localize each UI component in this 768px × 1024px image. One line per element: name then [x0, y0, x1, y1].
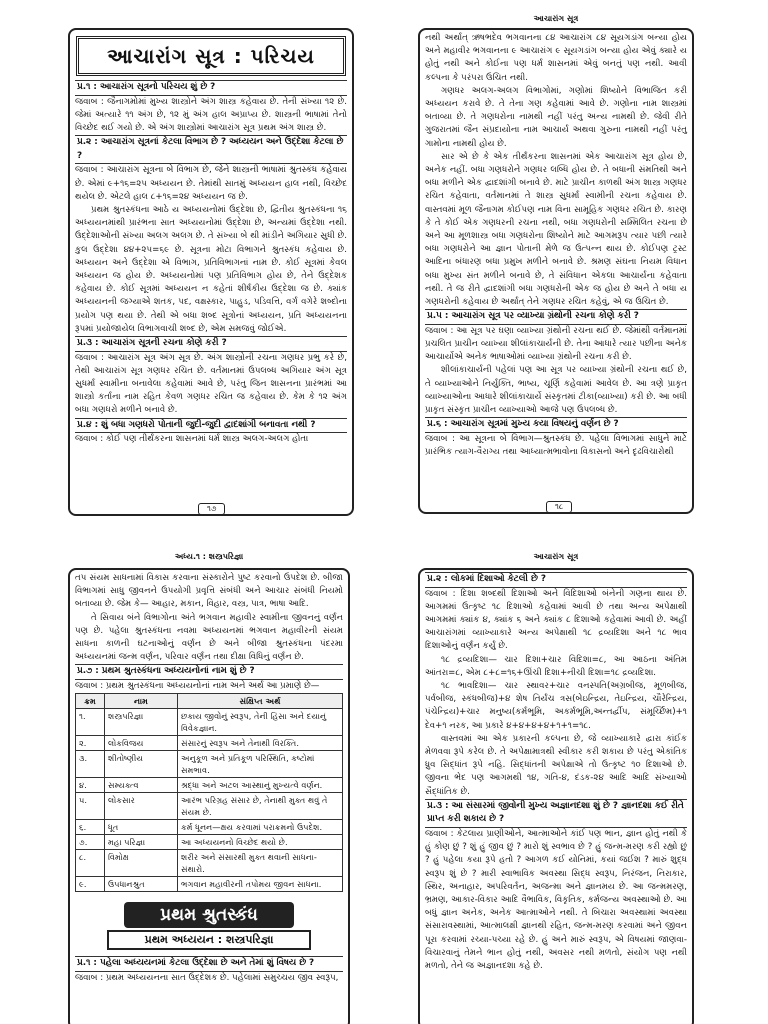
- question-4: પ્ર.૪ : શું બધા ગણધરો પોતાની જુદી-જુદી દ્વાદશાંગી બનાવતા નથી ?: [75, 418, 347, 434]
- answer-directions: જવાબ : દિશા શબ્દથી દિશાઓ અને વિદિશાઓ બંનેની ગણના થાય છે. આગમમાં ઉત્કૃષ્ટ ૧૮ દિશાઓ કહેવામાં આવી છે તથા અન્ય અપેક્ષાથી આગમમાં ક્યાંક ૪, ક્યાંક ૬ અને ક્યાંક ૮ દિશાઓ કહેવામાં આવી છે. અહીં આચારાંગમાં વ્યાખ્યાકારે અન્ય અપેક્ષાથી ૧૮ દ્રવ્યદિશા અને ૧૮ ભાવ દિશાઓનું વર્ણન કર્યું છે.: [425, 588, 687, 652]
- bhav-disha: ૧૮ ભાવદિશા— ચાર સ્થાવર+ચાર વનસ્પતિ(અગ્રબીજ, મૂળબીજ, પર્વબીજ, સ્કંધબીજ)+૪ શેષ તિર્યંચ ત્રસ(બેઇન્દ્રિય, તેઇન્દ્રિય, ચૌરેન્દ્રિય, પંચેન્દ્રિય)+ચાર મનુષ્ય(કર્મભૂમિ, અકર્મભૂમિ,અન્તર્દ્વીપ, સંમૂર્ચ્છિમ)+૧ દેવ+૧ નરક, આ પ્રકારે ૪+૪+૪+૪+૧+૧=૧૮.: [425, 681, 687, 731]
- answer-7: જવાબ : પ્રથમ શ્રુતસ્કંધના અધ્યયનોનાં નામ અને અર્થ આ પ્રમાણે છે—: [75, 681, 320, 692]
- question-7: પ્ર.૭ : પ્રથમ શ્રુતસ્કંધના અધ્યયનોનાં નામ શું છે ?: [75, 664, 343, 680]
- chapter-meaning: કર્મ ધૂનન—ક્ષય કરવામાં પરાક્રમનો ઉપદેશ.: [178, 820, 343, 835]
- chapter-subtitle: પ્રથમ અધ્યયન : શસ્ત્રપરિજ્ઞા: [107, 930, 311, 950]
- chapter-name: શસ્ત્રપરિજ્ઞા: [105, 709, 178, 736]
- chapter-meaning: અનુકૂળ અને પ્રતિકૂળ પરિસ્થિતિ, કષ્ટોમાં સમભાવ.: [178, 751, 343, 778]
- chapter-name: વિમોક્ષ: [105, 850, 178, 877]
- chapter-name: સમ્યક્ત્વ: [105, 778, 178, 793]
- question-2: પ્ર.૨ : આચારાંગ સૂત્રનાં કેટલા વિભાગ છે ? અધ્યયન અને ઉદ્દેશા કેટલા છે ?: [75, 135, 347, 164]
- page-frame: [418, 28, 694, 514]
- chapter-meaning: છકાય જીવોનું સ્વરૂપ, તેની હિંસા અને દયાનું વિવેકજ્ઞાન.: [178, 709, 343, 736]
- paragraph-2: ગણધર અલગ-અલગ વિભાગોમાં, ગણોમાં શિષ્યોને વિભાજિત કરી અધ્યયન કરાવે છે. તે તેના ગણ કહેવામાં આવે છે. ગણોના નામ શાસ્ત્રમાં બતાવ્યા છે. તે ગણધરોના નામથી નહીં પરંતુ અન્ય નામથી છે. જેવી રીતે ગુજરાતમાં જૈન સંપ્રદાયોના નામ આચાર્ય અથવા ગુરુના નામથી નહીં પરંતુ ગામોના નામથી હોય છે.: [425, 85, 687, 149]
- table-row: [76, 751, 343, 778]
- running-header: આચારાંગ સૂત્ર: [533, 552, 579, 561]
- section-title: પ્રથમ શ્રુતસ્કંધ: [124, 902, 294, 928]
- question-8: પ્ર.૧ : પહેલા અધ્યયનમાં કેટલા ઉદ્દેશા છે અને તેમાં શું વિષય છે ?: [75, 956, 343, 972]
- page-bottom-left: [68, 552, 350, 1024]
- chapter-name: લોકસાર: [105, 793, 178, 820]
- row-number: ૮.: [76, 850, 105, 877]
- question-3: પ્ર.૩ : આ સંસારમાં જીવોની મુખ્ય અજ્ઞાનદશા શું છે ? જ્ઞાનદશા કઈ રીતે પ્રાપ્ત કરી શકાય છે ?: [425, 799, 687, 828]
- chapter-name: ધૂત: [105, 820, 178, 835]
- paragraph-1: નથી અર્થાત્ ઋષભદેવ ભગવાનના ૮૪ આચારાંગ ૮૪ સૂયગડાંગ બન્યા હોય અને મહાવીર ભગવાનના ૯ આચારાંગ ૯ સૂયગડાંગ બન્યા હોય એવું ક્યારે ય હોતું નથી અને કોઈના પણ ધર્મ શાસનમાં એવું બનતું પણ નથી. આવી કલ્પના કે પરંપરા ઉચિત નથી.: [425, 33, 687, 83]
- answer-ignorance: જવાબ : કેટલાય પ્રાણીઓને, આત્માઓને કાંઈ પણ ભાન, જ્ઞાન હોતું નથી કે હું કોણ છું ? શું હું જીવ છું ? મારો શું સ્વભાવ છે ? હું જન્મ-મરણ કરી રહ્યો છું ? હું પહેલા કયા રૂપે હતો ? આગળ કઈ યોનિમાં, કયાં જઈશ ? મારું શુદ્ધ સ્વરૂપ શું છે ? મારી સ્વાભાવિક અવસ્થા સિદ્ધ સ્વરૂપ, નિરંજન, નિરાકાર, સ્થિર, અનાહાર, અપરિવર્તન, અજન્મા અને જ્ઞાનમય છે. આ જન્મમરણ, ભ્રમણ, આકાર-વિકાર આદિ વૈભાવિક, વિકૃતિક, કર્મજન્ય અવસ્થાઓ છે. આ બધું જ્ઞાન અનેક, અનેક આત્માઓને નથી. તે બિચારા અવસ્થામાં અવસ્થા સંસારાવસ્થામાં, આત્માલક્ષી જ્ઞાનથી રહિત, જન્મ-મરણ કરવામાં અને જીવન પૂરા કરવામાં રચ્યા-પચ્યા રહે છે. હું અને મારું સ્વરૂપ, એ વિષયમાં જાણવા-વિચારવાનું તેમને ભાન હોતું નથી, અવસર નથી મળતો, સંયોગ પણ નથી મળતો, તેને જ અજ્ઞાનદશા કહે છે.: [425, 829, 687, 972]
- row-number: ૬.: [76, 820, 105, 835]
- answer-5-continued: શીલાંકાચાર્યની પહેલાં પણ આ સૂત્ર પર વ્યાખ્યા ગ્રંથોની રચના થઈ છે, તે વ્યાખ્યાઓને નિર્યુક્તિ, ભાષ્ય, ચૂર્ણિ કહેવામાં આવેલ છે. આ ત્રણે પ્રાકૃત વ્યાખ્યાઓના આધારે શીલાંકાચાર્યે સંસ્કૃતમાં ટીકા(વ્યાખ્યા) કરી છે. આ બધી પ્રાકૃત સંસ્કૃત પ્રાચીન વ્યાખ્યાઓ આજે પણ ઉપલબ્ધ છે.: [425, 365, 687, 416]
- column-header: નામ: [105, 694, 178, 709]
- table-row: [76, 877, 343, 892]
- chapter-banner: આચારાંગ સૂત્ર : પરિચય: [76, 36, 346, 76]
- running-header: આચારાંગ સૂત્ર: [533, 14, 579, 23]
- directions-note: વાસ્તવમાં આ એક પ્રકારની કલ્પના છે, જે વ્યાખ્યાકારે દ્વારા કાંઈક મેળવવા રૂપે કરેલ છે. તે અપેક્ષામાત્રથી સ્વીકાર કરી શકાય છે પરંતુ એકાંતિક ધ્રુવ સિદ્ધાંત રૂપે નહિ. સિદ્ધાંતની અપેક્ષાએ તો ઉત્કૃષ્ટ ૧૦ દિશાઓ છે. જીવના ભેદ પણ આગમથી ૧૪, ગતિ-૪, દંડક-૨૪ આદિ આદિ સંખ્યાઓ સૈદ્ધાંતિક છે.: [425, 733, 687, 797]
- row-number: ૩.: [76, 751, 105, 778]
- answer-2-continued: પ્રથમ શ્રુતસ્કંધના આઠે ય અધ્યયનોમાં ઉદ્દેશા છે, દ્વિતીય શ્રુતસ્કંધના ૧૬ અધ્યયનમાંથી પ્રારંભના સાત અધ્યયનોમાં ઉદ્દેશા છે, અન્યમાં ઉદ્દેશા નથી. ઉદ્દેશાઓની સંખ્યા અલગ અલગ છે. તે સંખ્યા બે થી માંડીને અગિયાર સુધી છે. કુલ ઉદ્દેશા ૪૪+૨૫=૬૯ છે. સૂત્રના મોટા વિભાગને શ્રુતસ્કંધ કહેવાય છે. અધ્યયન અને ઉદ્દેશા એ વિભાગ, પ્રતિવિભાગનાં નામ છે. કોઈ સૂત્રમાં કેવલ અધ્યયન જ હોય છે. અધ્યયનોમાં પણ પ્રતિવિભાગ હોય છે, તેને ઉદ્દેશક કહેવાય છે. કોઈ સૂત્રમાં અધ્યયન ન કહેતાં શીર્ષકીય ઉદ્દેશા જ છે. ક્યાંક અધ્યયનની જગ્યાએ શતક, પદ, વક્ષસ્કાર, પાહુડ, પડિવત્તિ, વર્ગ વગેરે શબ્દોના પ્રયોગ પણ થયા છે. તેથી એ બધા શબ્દ સૂત્રોનાં અધ્યયન, પ્રતિ અધ્યયનના રૂપમાં પ્રયોજાયેલ વિભાગવાચી શબ્દ છે, એમ સમજવું જોઈએ.: [75, 205, 347, 334]
- answer-3: જવાબ : આચારાંગ સૂત્ર અંગ સૂત્ર છે. અંગ શાસ્ત્રોની રચના ગણધર પ્રભુ કરે છે, તેથી આચારાંગ સૂત્ર ગણધર રચિત છે. વર્તમાનમાં ઉપલબ્ધ અગિયાર અંગ સૂત્ર સુધર્મા સ્વામીના બનાવેલા કહેવામાં આવે છે, પરંતુ જિન શાસનના પ્રારંભમાં આ શાસ્ત્રો કર્તાના નામ રહિત કેવળ ગણધર રચિત જ કહેવાય છે. કેમ કે ૧૨ અંગ બધા ગણધરો મળીને બનાવે છે.: [75, 352, 347, 416]
- table-header-row: [76, 694, 343, 709]
- question-2: પ્ર.૨ : લોકમાં દિશાઓ કેટલી છે ?: [425, 572, 687, 588]
- answer-1: જવાબ : જૈનાગમોમાં મુખ્ય શાસ્ત્રોને અંગ શાસ્ત્ર કહેવાય છે. તેની સંખ્યા ૧૨ છે. જેમાં અત્યારે ૧૧ અંગ છે, ૧૨ મું અંગ હાલ અપ્રાપ્ય છે. શાસ્ત્રની ભાષામાં તેનો વિચ્છેદ થઈ ગયો છે. એ અંગ શાસ્ત્રોમાં આચારાંગ સૂત્ર પ્રથમ અંગ શાસ્ત્ર છે.: [75, 96, 347, 133]
- chapter-meaning: સંસારનું સ્વરૂપ અને તેનાથી વિરક્તિ.: [178, 736, 343, 751]
- answer-6: જવાબ : આ સૂત્રના બે વિભાગ—શ્રુતસ્કંધ છે. પહેલા વિભાગમાં સાધુને માટે પ્રારંભિક ત્યાગ-વૈરાગ્ય તથા આધ્યાત્મભાવોના વિકાસનો અને દૃઢવિચારોથી: [425, 433, 687, 458]
- row-number: ૫.: [76, 793, 105, 820]
- question-6: પ્ર.૬ : આચારાંગ સૂત્રમાં મુખ્ય કયા વિષયનું વર્ણન છે ?: [425, 417, 687, 433]
- table-row: [76, 778, 343, 793]
- page-frame: [68, 568, 350, 1024]
- page-number: ૧૮: [546, 501, 572, 513]
- question-1: પ્ર.૧ : આચારાંગ સૂત્રનો પરિચય શું છે ?: [75, 80, 347, 96]
- running-header: અધ્ય.૧ : શસ્ત્રપરિજ્ઞા: [174, 552, 244, 561]
- row-number: ૨.: [76, 736, 105, 751]
- chapter-name: લોકવિજય: [105, 736, 178, 751]
- question-3: પ્ર.૩ : આચારાંગ સૂત્રની રચના કોણે કરી ?: [75, 336, 347, 352]
- chapter-meaning: આરંભ પરિગ્રહ સંસાર છે, તેનાથી મુક્ત થવું તે સંયમ છે.: [178, 793, 343, 820]
- page-number: ૧૭: [198, 503, 225, 515]
- chapter-name: ઉપધાનશ્રુત: [105, 877, 178, 892]
- table-row: [76, 820, 343, 835]
- question-5: પ્ર.૫ : આચારાંગ સૂત્ર પર વ્યાખ્યા ગ્રંથોની રચના કોણે કરી ?: [425, 309, 687, 325]
- column-header: સંક્ષિપ્ત અર્થ: [178, 694, 343, 709]
- dravya-disha: ૧૮ દ્રવ્યદિશા— ચાર દિશા+ચાર વિદિશા=૮, આ આઠના અંતિમ આંતરા=૮, એમ ૮+૮=૧૬+ઊંચી દિશા+નીચી દિશા=૧૮ દ્રવ્યદિશા.: [425, 654, 687, 678]
- table-row: [76, 709, 343, 736]
- answer-5: જવાબ : આ સૂત્ર પર ઘણા વ્યાખ્યા ગ્રંથોની રચના થઈ છે. જેમાંથી વર્તમાનમાં પ્રચલિત પ્રાચીન વ્યાખ્યા શીલાંકાચાર્યની છે. તેના આધારે ત્યાર પછીના અનેક આચાર્યોએ અનેક ભાષાઓમાં વ્યાખ્યા ગ્રંથોની રચના કરી છે.: [425, 325, 687, 363]
- page-bottom-right: [418, 552, 694, 1024]
- answer-2: જવાબ : આચારાંગ સૂત્રના બે વિભાગ છે, જેને શાસ્ત્રની ભાષામાં શ્રુતસ્કંધ કહેવાય છે. એમાં ૯+૧૬=૨૫ અધ્યયન છે. તેમાંથી સાતમું અધ્યયન હાલ નથી, વિચ્છેદ થયેલ છે. એટલે હાલ ૮+૧૬=૨૪ અધ્યયન જ છે.: [75, 165, 347, 202]
- answer-8: જવાબ : પ્રથમ અધ્યયનના સાત ઉદ્દેશક છે. પહેલામાં સમુચ્ચય જીવ સ્વરૂપ,: [75, 972, 339, 983]
- table-row: [76, 835, 343, 850]
- answer-4: જવાબ : કોઈ પણ તીર્થંકરના શાસનમાં ધર્મ શાસ્ત્ર અલગ-અલગ હોતા: [75, 434, 309, 445]
- row-number: ૯.: [76, 877, 105, 892]
- chapter-meaning: ભગવાન મહાવીરની તપોમય જીવન સાધના.: [178, 877, 343, 892]
- paragraph-2: તે સિવાય બંને વિભાગોના અંતે ભગવાન મહાવીર સ્વામીના જીવનનું વર્ણન પણ છે. પહેલા શ્રુતસ્કંધના નવમા અધ્યયનમાં ભગવાન મહાવીરની સંયમ સાધના કાળની ઘટનાઓનું વર્ણન છે અને બીજા શ્રુતસ્કંધના પંદરમા અધ્યયનમાં જન્મ વર્ણન, પરિવાર વર્ણન તથા દીક્ષા વિધિનું વર્ણન છે.: [75, 612, 343, 663]
- chapters-table: [75, 693, 343, 892]
- chapter-meaning: શરીર અને સંસારથી મુક્ત થવાની સાધના-સંથારો.: [178, 850, 343, 877]
- row-number: ૪.: [76, 778, 105, 793]
- page-top-left: [68, 28, 354, 516]
- row-number: ૧.: [76, 709, 105, 736]
- paragraph-3: સાર એ છે કે એક તીર્થંકરના શાસનમાં એક આચારાંગ સૂત્ર હોય છે, અનેક નહીં. બધા ગણધરોને ગણધર લબ્ધિ હોય છે. તે બધાની સંમતિથી અને બધા મળીને એક દ્વાદશાંગી બનાવે છે. માટે પ્રાચીન કાળથી અંગ શાસ્ત્ર ગણધર રચિત કહેવાતા, વર્તમાનમાં તે શાસ્ત્ર સુધર્મા સ્વામીની રચના કહેવાય છે. વાસ્તવમાં મૂળ જૈનાગમ કોઈપણ નામ વિના સામૂહિક ગણધર રચિત છે. કારણ કે તે કોઈ એક ગણધરની રચના નથી, બધા ગણધરોની સમ્મિલિત રચના છે અને આ મૂળશાસ્ત્ર બધા ગણધરોના શિષ્યોને માટે આગમરૂપ ત્યાર પછી ત્યારે બધા ગણધરોને આ જ્ઞાન પોતાની મેળે જ ઉત્પન્ન થાય છે. કોઈપણ ટ્રસ્ટ આદિના બંધારણ બધા પ્રમુખ મળીને બનાવે છે. શ્રમણ સંઘના નિયમ વિધાન બધા મુખ્ય સંત મળીને બનાવે છે, તે સંવિધાન એકલા આચાર્યના કહેવાતા નથી. તે જ રીતે દ્વાદશાંગી બધા ગણધરોની એક જ હોય છે અને તે બધા ય ગણધરોની કહેવાય છે અર્થાત્ તેને ગણધર રચિત કહેવું, એ જ ઉચિત છે.: [425, 151, 687, 308]
- chapter-name: મહા પરિજ્ઞા: [105, 835, 178, 850]
- chapter-meaning: આ અધ્યયનનો વિચ્છેદ થયો છે.: [178, 835, 343, 850]
- column-header: ક્રમ: [76, 694, 105, 709]
- row-number: ૭.: [76, 835, 105, 850]
- chapter-meaning: શ્રદ્ધા અને અટલ આસ્થાનું મુખ્યત્વે વર્ણન.: [178, 778, 343, 793]
- page-top-right: [418, 14, 694, 514]
- paragraph-1: તપ સંયમ સાધનામાં વિકાસ કરવાના સંસ્કારોને પુષ્ટ કરવાનો ઉપદેશ છે. બીજા વિભાગમાં સાધુ જીવનને ઉપયોગી પ્રવૃત્તિ સંબંધી અને આચાર સંબંધી નિયમો બતાવ્યા છે. જેમ કે— આહાર, મકાન, વિહાર, વસ્ત્ર, પાત્ર, ભાષા આદિ.: [75, 573, 343, 610]
- table-row: [76, 850, 343, 877]
- table-row: [76, 736, 343, 751]
- chapter-name: શીતોષ્ણીય: [105, 751, 178, 778]
- page-frame: [418, 568, 694, 1024]
- table-row: [76, 793, 343, 820]
